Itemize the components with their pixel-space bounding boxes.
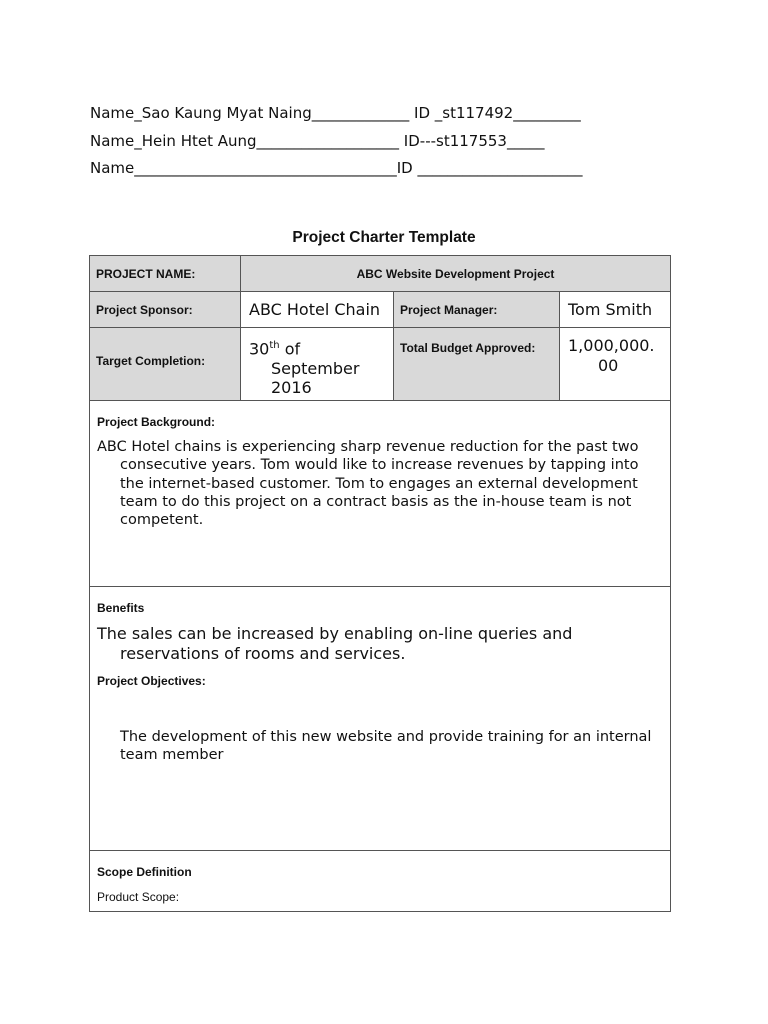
- completion-row: [90, 328, 671, 401]
- project-name-row: [90, 256, 671, 292]
- target-completion-label: Target Completion:: [90, 328, 241, 401]
- budget-value: 1,000,000. 00: [560, 328, 671, 401]
- document-title: Project Charter Template: [292, 229, 476, 246]
- benefits-cell: [90, 587, 671, 851]
- name-line-3: Name___________________________________ID ______________________: [90, 159, 583, 177]
- sponsor-label: Project Sponsor:: [90, 292, 241, 328]
- project-background-text: ABC Hotel chains is experiencing sharp revenue reduction for the past two consecutive years. Tom would like to increase revenues by tapping into the internet-based customer. Tom to engages an external development team to do this project on a contract basis as the in-house team is not competent.: [97, 439, 639, 529]
- project-charter-table: [89, 255, 671, 912]
- product-scope-label: Product Scope:: [97, 890, 180, 904]
- benefits-text: The sales can be increased by enabling on-line queries and reservations of rooms and services.: [97, 624, 573, 663]
- student-names: [90, 100, 583, 183]
- scope-row: [90, 851, 671, 912]
- name-line-2: Name_Hein Htet Aung___________________ ID---st117553_____: [90, 131, 545, 150]
- budget-label: Total Budget Approved:: [394, 328, 560, 401]
- project-objectives-text: The development of this new website and provide training for an internal team member: [120, 729, 652, 764]
- project-name-label: PROJECT NAME:: [90, 256, 241, 292]
- project-background-cell: [90, 401, 671, 587]
- background-row: [90, 401, 671, 587]
- manager-value: Tom Smith: [560, 292, 671, 328]
- sponsor-row: [90, 292, 671, 328]
- project-name-value: ABC Website Development Project: [241, 256, 671, 292]
- scope-definition-label: Scope Definition: [97, 865, 192, 879]
- name-line-1: Name_Sao Kaung Myat Naing_____________ ID _st117492_________: [90, 104, 581, 122]
- scope-cell: [90, 851, 671, 912]
- benefits-label: Benefits: [97, 601, 145, 615]
- sponsor-value: ABC Hotel Chain: [241, 292, 394, 328]
- target-completion-value: 30th of September 2016: [241, 328, 394, 401]
- benefits-row: [90, 587, 671, 851]
- manager-label: Project Manager:: [394, 292, 560, 328]
- project-objectives-label: Project Objectives:: [97, 674, 206, 688]
- project-background-label: Project Background:: [97, 415, 216, 429]
